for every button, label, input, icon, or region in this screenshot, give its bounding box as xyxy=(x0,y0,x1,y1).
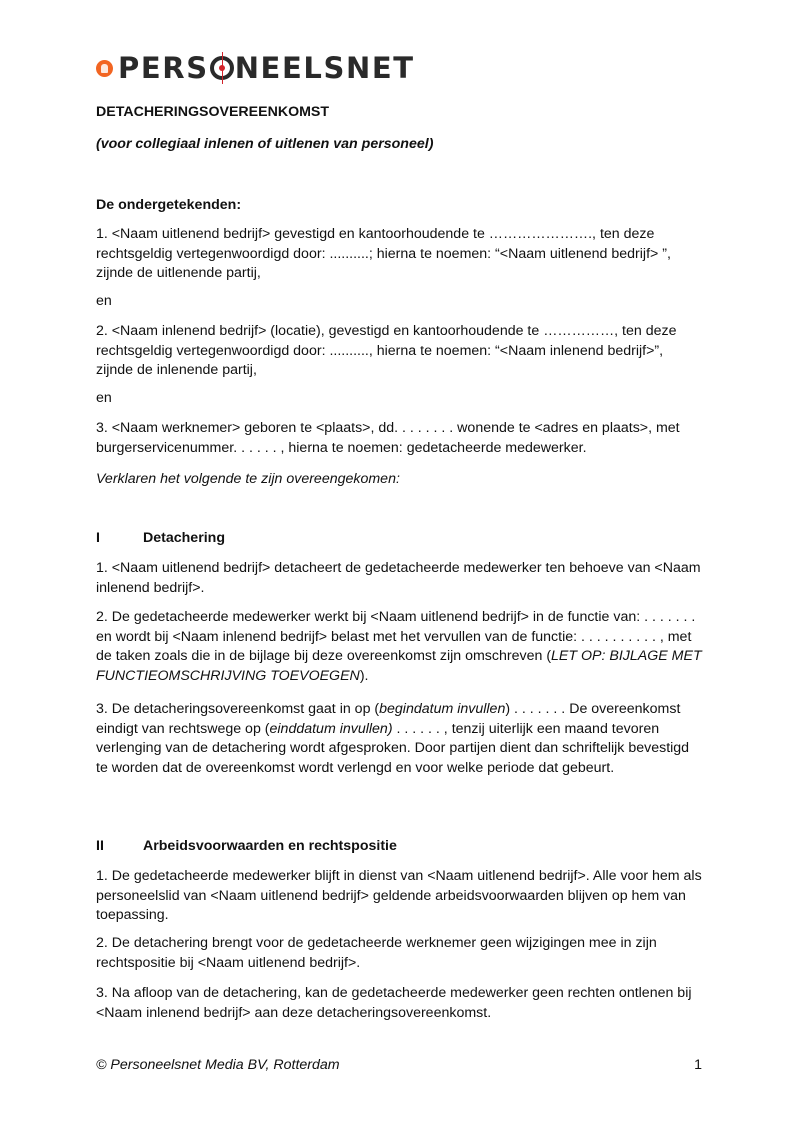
conjunction-en: en xyxy=(96,390,112,406)
section-number: I xyxy=(96,530,100,546)
footer-copyright: © Personeelsnet Media BV, Rotterdam xyxy=(96,1057,340,1073)
article-1-2: 2. De gedetacheerde medewerker werkt bij <Naam uitlenend bedrijf> in de functie van: . . . . . . . en wordt bij <Naam inlenend bedrijf> belast met het vervullen van de functie: . . . . . . . . . . , met de taken zoals die in de bijlage bij deze overeenkomst zijn omschreven (LET OP: BIJLAGE MET FUNCTIEOMSCHRIJVING TOEVOEGEN). xyxy=(96,609,702,684)
section-heading-detachering xyxy=(96,530,225,546)
article-2-3: 3. Na afloop van de detachering, kan de gedetacheerde medewerker geen rechten ontlenen bij <Naam inlenend bedrijf> aan deze detacheringsovereenkomst. xyxy=(96,985,692,1021)
section-heading-arbeidsvoorwaarden xyxy=(96,838,397,854)
page-number: 1 xyxy=(694,1057,702,1073)
section-title: Detachering xyxy=(143,530,225,546)
personeelsnet-logo xyxy=(96,51,415,85)
conjunction-en: en xyxy=(96,293,112,309)
page-footer xyxy=(96,1057,702,1073)
logo-wordmark: PERS NEELSNET xyxy=(118,50,415,85)
section-title: Arbeidsvoorwaarden en rechtspositie xyxy=(143,838,397,854)
declaration-line: Verklaren het volgende te zijn overeengekomen: xyxy=(96,471,400,487)
article-1-3: 3. De detacheringsovereenkomst gaat in op (begindatum invullen) . . . . . . . De overeenkomst eindigt van rechtswege op (einddatum invullen) . . . . . . , tenzij uiterlijk een maand tevoren verlenging van de detachering wordt afgesproken. Door partijen dient dan schriftelijk bevestigd te worden dat de overeenkomst wordt verlengd en voor welke periode dat gebeurt. xyxy=(96,701,690,776)
party-3-paragraph: 3. <Naam werknemer> geboren te <plaats>, dd. . . . . . . . wonende te <adres en plaats>, met burgerservicenummer. . . . . . , hierna te noemen: gedetacheerde medewerker. xyxy=(96,420,680,456)
party-1-paragraph: 1. <Naam uitlenend bedrijf> gevestigd en kantoorhoudende te …………………., ten deze rechtsgeldig vertegenwoordigd door: ..........; hierna te noemen: “<Naam uitlenend bedrijf> ”, zijnde de uitlenende partij, xyxy=(96,226,671,281)
document-subtitle: (voor collegiaal inlenen of uitlenen van personeel) xyxy=(96,136,434,152)
section-number: II xyxy=(96,838,104,854)
document-title: DETACHERINGSOVEREENKOMST xyxy=(96,104,330,120)
article-2-2: 2. De detachering brengt voor de gedetacheerde werknemer geen wijzigingen mee in zijn rechtspositie bij <Naam uitlenend bedrijf>. xyxy=(96,935,657,971)
parties-heading: De ondergetekenden: xyxy=(96,197,242,213)
article-2-1: 1. De gedetacheerde medewerker blijft in dienst van <Naam uitlenend bedrijf>. Alle voor hem als personeelslid van <Naam uitlenend bedrijf> geldende arbeidsvoorwaarden blijven op hem van toepassing. xyxy=(96,868,702,923)
logo-mark-icon xyxy=(96,60,113,77)
article-1-1: 1. <Naam uitlenend bedrijf> detacheert de gedetacheerde medewerker ten behoeve van <Naam inlenend bedrijf>. xyxy=(96,560,701,596)
logo-target-icon xyxy=(210,56,234,80)
party-2-paragraph: 2. <Naam inlenend bedrijf> (locatie), gevestigd en kantoorhoudende te ……………, ten deze rechtsgeldig vertegenwoordigd door: .........., hierna te noemen: “<Naam inlenend bedrijf>”, zijnde de inlenende partij, xyxy=(96,323,677,378)
